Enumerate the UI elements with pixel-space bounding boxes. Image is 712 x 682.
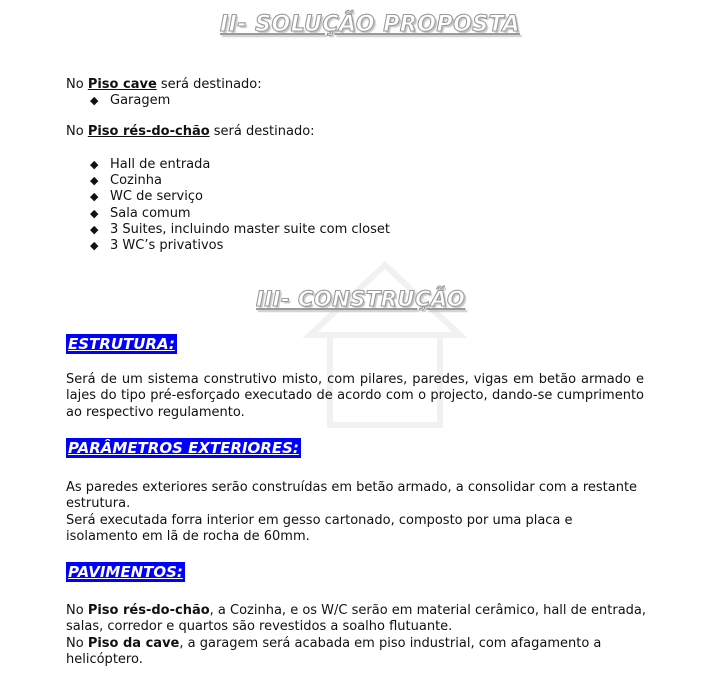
text-run: No xyxy=(66,603,88,618)
cave-floor-name: Piso cave xyxy=(87,77,157,92)
res-list xyxy=(90,157,390,254)
heading-parametros: PARÂMETROS EXTERIORES: xyxy=(68,439,299,457)
list-item: ◆ 3 Suites, incluindo master suite com closet xyxy=(90,222,390,238)
floor-name: Piso rés-do-chão xyxy=(87,603,210,618)
cave-prefix: No xyxy=(66,77,88,92)
res-suffix: será destinado: xyxy=(209,124,315,139)
list-item: ◆ Sala comum xyxy=(90,206,390,222)
res-intro xyxy=(66,124,315,140)
text-line: As paredes exteriores serão construídas em betão armado, a consolidar com a restante xyxy=(66,480,638,495)
cave-list xyxy=(90,93,170,109)
section-title-construcao: III- CONSTRUÇÃO xyxy=(256,287,466,311)
cave-suffix: será destinado: xyxy=(156,77,262,92)
res-floor-name: Piso rés-do-chão xyxy=(87,124,210,139)
parametros-text xyxy=(66,480,646,546)
estrutura-text: Será de um sistema construtivo misto, com pilares, paredes, vigas em betão armado e lajes do tipo pré-esforçado executado de acordo com o projecto, dando-se cumprimento ao respectivo regulamento. xyxy=(66,372,644,420)
text-run: No xyxy=(66,635,88,651)
floor-name: Piso da cave xyxy=(87,635,180,651)
section-title-solucao: II- SOLUÇÃO PROPOSTA xyxy=(220,12,521,37)
text-line: salas, corredor e quartos são revestidos a soalho flutuante. xyxy=(66,619,453,635)
text-line: helicóptero. xyxy=(66,652,143,668)
list-item: ◆ 3 WC’s privativos xyxy=(90,238,390,254)
text-line: isolamento em lã de rocha de 60mm. xyxy=(66,529,310,545)
list-item: ◆ Garagem xyxy=(90,93,170,109)
list-item: ◆ Hall de entrada xyxy=(90,157,390,173)
pavimentos-text xyxy=(66,603,646,669)
list-item: ◆ WC de serviço xyxy=(90,189,390,205)
cave-intro xyxy=(66,77,262,93)
heading-pavimentos: PAVIMENTOS: xyxy=(68,563,183,581)
text-line: Será executada forra interior em gesso cartonado, composto por uma placa e xyxy=(66,512,573,528)
heading-estrutura: ESTRUTURA: xyxy=(68,335,175,353)
text-line xyxy=(66,636,646,652)
text-run: , a garagem será acabada em piso industrial, com afagamento a xyxy=(179,635,602,651)
text-line: estrutura. xyxy=(66,496,131,512)
list-item: ◆ Cozinha xyxy=(90,173,390,189)
text-line xyxy=(66,603,646,619)
res-prefix: No xyxy=(66,124,88,139)
text-run: , a Cozinha, e os W/C serão em material cerâmico, hall de entrada, xyxy=(209,603,647,618)
